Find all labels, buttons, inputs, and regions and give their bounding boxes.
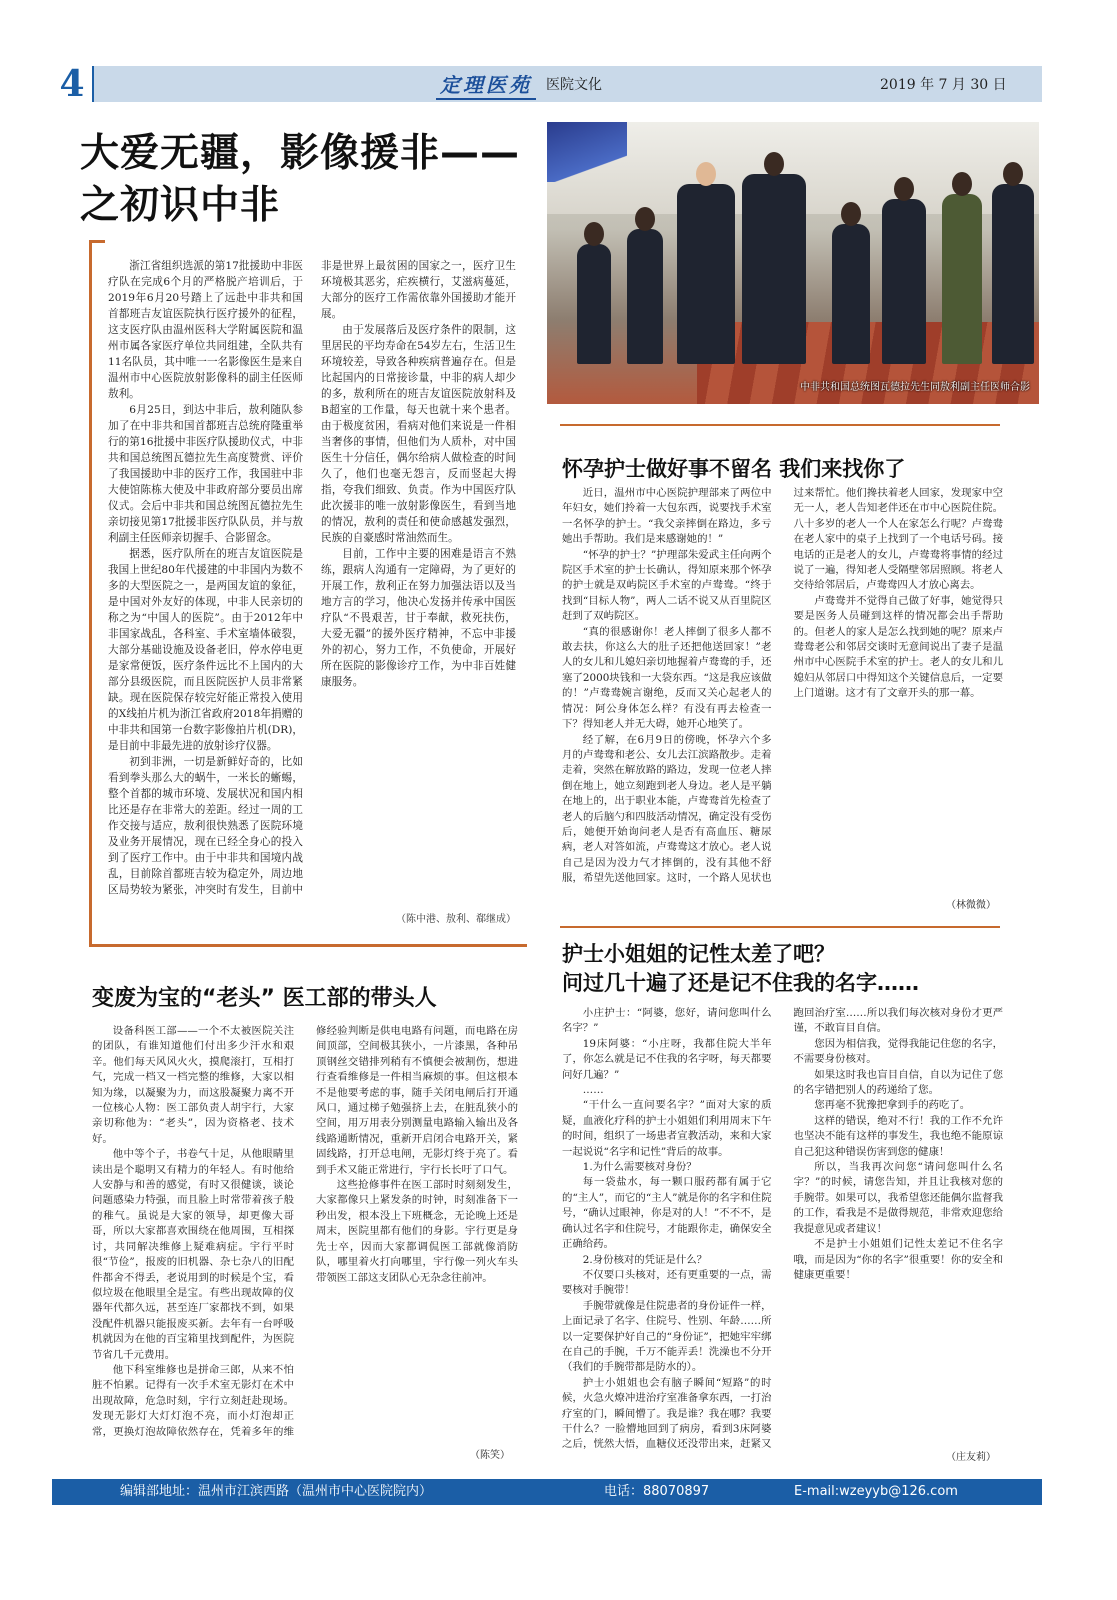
article3-paragraph: 这样的错误，绝对不行！我的工作不允许也坚决不能有这样的事发生，我也绝不能原谅自己犯这种错误伤害到您的健康！ <box>793 1114 1003 1158</box>
article4-paragraph: 他中等个子，书卷气十足，从他眼睛里读出是个聪明又有精力的年轻人。有时他给人安静与和善的感觉，有时又很健谈，谈论问题感染力特强，而且脸上时常带着孩子般的稚气。虽说是大家的领导，却更像大哥哥，所以大家都喜欢围绕在他周围，互相探讨，共同解决维修上疑难病症。宇行平时很“节俭”，报废的旧机器、杂七杂八的旧配件都舍不得丢，老说用到的时候是个宝，看似垃圾在他眼里全是宝。有些出现故障的仪器年代都久远，甚至连厂家都找不到，如果没配件机器只能报废买新。去年有一台呼吸机就因为在他的百宝箱里找到配件，为医院节省几千元费用。 <box>92 1148 294 1361</box>
article3-paragraph: 您再毫不犹豫把拿到手的药吃了。 <box>814 1099 971 1112</box>
footer-bar <box>52 1479 1042 1505</box>
lead-paragraph: 由于发展落后及医疗条件的限制，这里居民的平均寿命在54岁左右，生活卫生环境较差，导致各种疾病普遍存在。但是比起国内的日常接诊量，中非的病人却少的多，敖利所在的班吉友谊医院放射科及B超室的工作量，每天也就十来个患者。由于极度贫困，看病对他们来说是一件相当奢侈的事情，但他们为人质朴，对中国医生十分信任，偶尔给病人做检查的时间久了，他们也毫无怨言，反而竖起大拇指，夸我们细致、负责。作为中国医疗队此次援非的唯一放射影像医生，看到当地的情况，敖利的责任和使命感越发强烈，民族的自豪感时常油然而生。 <box>321 324 516 544</box>
footer-address: 编辑部地址：温州市江滨西路（温州市中心医院院内） <box>120 1484 433 1499</box>
article3-byline: （庄友莉） <box>946 1452 996 1463</box>
article2-body <box>562 486 1003 892</box>
section-name: 医院文化 <box>546 77 602 93</box>
article2-paragraph: 经了解，在6月9日的傍晚，怀孕六个多月的卢鸯鸯和老公、女儿去江滨路散步。走着走着，突然在解放路的路边，发现一位老人摔倒在地上，她立刻跑到老人身边。老人是平躺在地上的，出于职业本能，卢鸯鸯首先检查了老人的后脑勺和四肢活动情况，确定没有受伤后，她便开始询问老人是否有高血压、糖尿病，老人对答如流，卢鸯鸯这才放心。老人说自己是因为没力气才摔倒的，没有其他不舒服，希望先送他回家。这时，一个路人见状也过来帮忙。他们搀扶着老人回家，发现家中空无一人，老人告知老伴还在市中心医院住院。八十多岁的老人一个人在家怎么行呢？卢鸯鸯在老人家中的桌子上找到了一个电话号码。接电话的正是老人的女儿，卢鸯鸯将事情的经过说了一遍，得知老人受隔壁邻居照顾。将老人交待给邻居后，卢鸯鸯四人才放心离去。 <box>562 487 1003 885</box>
article2-byline: （林微微） <box>946 900 996 911</box>
article2-paragraph: 近日，温州市中心医院护理部来了两位中年妇女，她们拎着一大包东西，说要找手术室一名怀孕的护士。“我父亲摔倒在路边，多亏她出手帮助。我们是来感谢她的！” <box>562 487 772 546</box>
article3-paragraph: 1.为什么需要核对身份？ <box>582 1161 697 1174</box>
article3-paragraph: 19床阿婆：“小庄呀，我都住院大半年了，你怎么就是记不住我的名字呀，每天都要问好几遍？” <box>562 1037 772 1081</box>
photo-person <box>832 224 870 364</box>
article4-paragraph: 设备科医工部——一个不太被医院关注的团队，有谁知道他们付出多少汗水和艰辛。他们每天风风火火，摸爬滚打，互相打气，完成一档又一档完整的维修，大家以相知为缘，以凝聚为力，而这股凝聚力离不开一位核心人物：医工部负责人胡宇行，大家亲切称他为：“老头”，因为资格老、技术好。 <box>92 1025 294 1145</box>
lead-paragraph: 浙江省组织选派的第17批援助中非医疗队在完成6个月的严格脱产培训后，于2019年6月20号踏上了远赴中非共和国首都班吉友谊医院执行医疗援外的征程，这支医疗队由温州医科大学附属医院和温州市属各家医疗单位共同组建，全队共有11名队员，其中唯一一名影像医生是来自温州市中心医院放射影像科的副主任医师敖利。 <box>108 260 303 400</box>
article4-paragraph: 他下科室维修也是拼命三郎，从来不怕脏不怕累。记得有一次手术室无影灯在术中出现故障，危急时刻，宇行立刻赶赴现场。发现无影灯大灯灯泡不亮，而小灯泡却正常，更换灯泡故障依然存在，凭着多年的维修经验判断是供电电路有问题，而电路在房间顶部，空间极其狭小，一片漆黑，各种吊顶钢丝交错排列稍有不慎便会被割伤，想进行查看维修是一件相当麻烦的事。但这根本不是他要考虑的事，随手关闭电闸后打开通风口，通过梯子勉强挤上去，在脏乱狭小的空间，用万用表分别测量电路输入输出及各线路通断情况，重新开启闭合电路开关，紧固线路，打开总电闸，无影灯终于亮了。看到手术又能正常进行，宇行长长吁了口气。 <box>92 1025 518 1438</box>
masthead <box>436 70 602 98</box>
photo-person <box>742 174 806 364</box>
article3-paragraph: 您因为相信我，觉得我能记住您的名字，不需要身份核对。 <box>793 1037 1003 1066</box>
lead-paragraph: 据悉，医疗队所在的班吉友谊医院是我国上世纪80年代援建的中非国内为数不多的大型医院之一，是两国友谊的象征，是中国对外友好的体现，中非人民亲切的称之为“中国人的医院”。由于2012年中非国家战乱，各科室、手术室墙体破裂，大部分基础设施及设备老旧，停水停电更是家常便饭，医疗条件远比不上国内的大部分县级医院，而且医院医护人员非常紧缺。现在医院保存较完好能正常投入使用的X线拍片机为浙江省政府2018年捐赠的中非共和国第一台数字影像拍片机(DR)，是目前中非最先进的放射诊疗仪器。 <box>108 548 303 752</box>
article4-title: 变废为宝的“老头” 医工部的带头人 <box>92 986 437 1011</box>
newspaper-logo: 定理医苑 <box>436 69 536 100</box>
article3-paragraph: 每一袋盐水，每一颗口服药都有属于它的“主人”，而它的“主人”就是你的名字和住院号，“确认过眼神，你是对的人！”不不不，是确认过名字和住院号，才能跟你走，确保安全正确给药。 <box>562 1176 772 1251</box>
article3-paragraph: 小庄护士：“阿婆，您好，请问您叫什么名字？” <box>562 1007 772 1035</box>
photo-person <box>942 194 982 364</box>
lead-paragraph: 初到非洲，一切是新鲜好奇的，比如看到拳头那么大的蜗牛，一米长的蜥蜴，整个首都的城市环境、发展状况和国内相比还是存在非常大的差距。经过一周的工作交接与适应，敖利很快熟悉了医院环境及业务开展情况，现在已经全身心的投入到了医疗工作中。由于中非共和国境内战乱，目前除首都班吉较为稳定外，周边地区局势较为紧张，冲突时有发生，目前中非是世界上最贫困的国家之一，医疗卫生环境极其恶劣，疟疾横行，艾滋病蔓延，大部分的医疗工作需依靠外国援助才能开展。 <box>108 260 516 896</box>
issue-date: 2019 年 7 月 30 日 <box>880 77 1007 93</box>
article3-paragraph: “干什么一直问要名字？”面对大家的质疑，血液化疗科的护士小姐姐们利用周末下午的时间，组织了一场患者宣教活动，来和大家一起说说“名字和记性”背后的故事。 <box>562 1099 772 1158</box>
article2-paragraph: “真的很感谢你！老人摔倒了很多人都不敢去扶，你这么大的肚子还把他送回家！”老人的女儿和儿媳妇亲切地握着卢鸯鸯的手，还塞了2000块钱和一大袋东西。“这是我应该做的！”卢鸯鸯婉言谢绝，反而又关心起老人的情况：阿公身体怎么样？有没有再去检查一下？得知老人并无大碍，她开心地笑了。 <box>562 625 772 731</box>
article4-body <box>92 1024 518 1454</box>
photo-person <box>577 244 611 364</box>
lead-article-title: 大爱无疆，影像援非——之初识中非 <box>80 131 521 228</box>
lead-photo <box>547 122 1039 404</box>
article4-byline: （陈笑） <box>470 1450 510 1461</box>
article3-paragraph: 护士小姐姐也会有脑子瞬间“短路”的时候，火急火燎冲进治疗室准备拿东西，一打治疗室的门，瞬间懵了。我是谁？我在哪？我要干什么？一脸懵地回到了病房，看到3床阿婆之后，恍然大悟，血糖仪还没带出来，赶紧又跑回治疗室……所以我们每次核对身份才更严谨，不敢盲目自信。 <box>562 1007 1003 1451</box>
photo-person <box>677 184 735 364</box>
photo-person <box>882 199 926 364</box>
article4-paragraph: 这些抢修事件在医工部时时刻刻发生，大家都像只上紧发条的时钟，时刻准备下一秒出发，根本没上下班概念，无论晚上还是周末，医院里都有他们的身影。宇行更是身先士卒，因而大家都调侃医工部就像消防队，哪里着火打向哪里，宇行像一列火车头带领医工部这支团队心无杂念往前冲。 <box>316 1179 518 1284</box>
article3-title-line1: 护士小姐姐的记性太差了吧？ <box>562 942 835 966</box>
article3-paragraph: 手腕带就像是住院患者的身份证件一样，上面记录了名字、住院号、性别、年龄……所以一定要保护好自己的“身份证”，把她牢牢绑在自己的手腕，千万不能弄丢！洗澡也不分开（我们的手腕带都是防水的）。 <box>562 1299 772 1374</box>
lead-paragraph: 6月25日，到达中非后，敖利随队参加了在中非共和国首都班吉总统府隆重举行的第16批援中非医疗队援助仪式，中非共和国总统图瓦德拉先生高度赞赏、评价了我国援助中非的医疗工作，我国驻中非大使馆陈栋大使及中非政府部分要员出席仪式。会后中非共和国总统图瓦德拉先生亲切接见第17批援非医疗队队员，并与敖利副主任医师亲切握手、合影留念。 <box>108 404 303 544</box>
article3-title <box>562 940 1002 998</box>
lead-article-byline: （陈中港、敖利、郗继成） <box>396 914 516 925</box>
photo-caption: 中非共和国总统图瓦德拉先生同敖利副主任医师合影 <box>800 382 1030 393</box>
photo-person <box>627 229 663 364</box>
article2-paragraph: 卢鸯鸯并不觉得自己做了好事，她觉得只要是医务人员碰到这样的情况都会出手帮助的。但老人的家人是怎么找到她的呢？原来卢鸯鸯老公和邻居交谈时无意间说出了妻子是温州市中心医院手术室的护士。老人的女儿和儿媳妇从邻居口中得知这个关键信息后，一定要上门道谢。这才有了文章开头的那一幕。 <box>793 594 1003 700</box>
article2-title: 怀孕护士做好事不留名 我们来找你了 <box>562 457 906 481</box>
article3-body <box>562 1006 1003 1458</box>
photo-drape <box>547 122 627 182</box>
divider-rule <box>560 424 1000 426</box>
photo-person <box>992 184 1034 364</box>
lead-paragraph: 目前，工作中主要的困难是语言不熟练，跟病人沟通有一定障碍，为了更好的开展工作，敖利正在努力加强法语以及当地方言的学习，他决心发扬并传承中国医疗队“不畏艰苦，甘于奉献，救死扶伤，大爱无疆”的援外医疗精神，不忘中非援外的初心，努力工作，不负使命，开展好所在医院的影像诊疗工作，为中非百姓健康服务。 <box>321 548 516 688</box>
article3-paragraph: …… <box>582 1084 604 1097</box>
footer-email: E-mail:wzeyyb@126.com <box>794 1484 958 1499</box>
article2-paragraph: “怀孕的护士？”护理部朱爱武主任向两个院区手术室的护士长确认，得知原来那个怀孕的护士就是双屿院区手术室的卢鸯鸯。“终于找到“目标人物”，两人二话不说又从百里院区赶到了双屿院区。 <box>562 548 772 623</box>
footer-phone: 电话：88070897 <box>604 1484 710 1499</box>
article3-paragraph: 不仅要口头核对，还有更重要的一点，需要核对手腕带！ <box>562 1268 772 1297</box>
page-number: 4 <box>52 66 94 102</box>
article3-paragraph: 所以，当我再次问您“请问您叫什么名字？”的时候，请您告知，并且让我核对您的手腕带。如果可以，我希望您还能偶尔监督我的工作，看我是不是做得规范，非常欢迎您给我提意见或者建议！ <box>793 1161 1003 1235</box>
article3-title-line2: 问过几十遍了还是记不住我的名字…… <box>562 971 919 995</box>
lead-article-body <box>108 258 516 908</box>
article3-paragraph: 如果这时我也盲目自信，自以为记住了您的名字错把别人的药递给了您。 <box>793 1068 1003 1097</box>
divider-rule <box>560 926 1000 928</box>
article3-paragraph: 不是护士小姐姐们记性太差记不住名字哦，而是因为“你的名字”很重要！你的安全和健康更重要！ <box>793 1238 1003 1281</box>
article3-paragraph: 2.身份核对的凭证是什么？ <box>582 1253 708 1266</box>
